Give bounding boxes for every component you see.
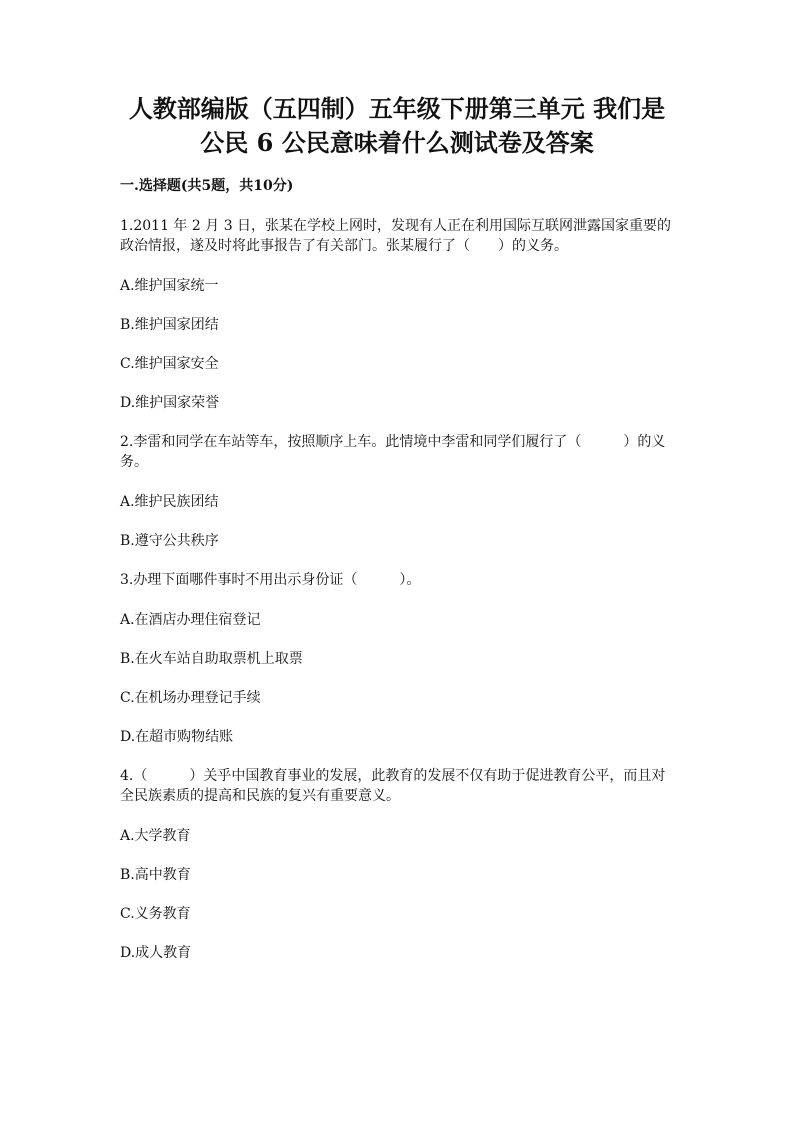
question-3-option-b: B.在火车站自助取票机上取票 bbox=[120, 651, 303, 667]
question-1-option-b: B.维护国家团结 bbox=[120, 317, 219, 333]
question-4-option-a: A.大学教育 bbox=[120, 828, 191, 844]
question-2-option-b: B.遵守公共秩序 bbox=[120, 533, 219, 549]
title-line-1: 人教部编版（五四制）五年级下册第三单元 我们是 bbox=[128, 94, 666, 123]
title-line-2: 公民 6 公民意味着什么测试卷及答案 bbox=[200, 128, 594, 157]
question-1-option-d: D.维护国家荣誉 bbox=[120, 395, 220, 411]
question-2-option-a: A.维护民族团结 bbox=[120, 494, 219, 510]
question-1: 1.2011 年 2 月 3 日，张某在学校上网时，发现有人正在利用国际互联网泄露国家重要的政治情报，遂及时将此事报告了有关部门。张某履行了（ ）的义务。 bbox=[120, 218, 672, 254]
question-4-option-d: D.成人教育 bbox=[120, 945, 192, 961]
document-title bbox=[120, 92, 674, 160]
question-1-option-c: C.维护国家安全 bbox=[120, 356, 219, 372]
question-1-option-a: A.维护国家统一 bbox=[120, 278, 219, 294]
question-4-option-c: C.义务教育 bbox=[120, 906, 191, 922]
section-heading: 一.选择题(共5题，共10分) bbox=[120, 178, 294, 194]
question-3: 3.办理下面哪件事时不用出示身份证（ ）。 bbox=[120, 572, 421, 588]
question-4: 4.（ ）关乎中国教育事业的发展，此教育的发展不仅有助于促进教育公平，而且对全民族素质的提高和民族的复兴有重要意义。 bbox=[120, 768, 666, 804]
question-3-option-a: A.在酒店办理住宿登记 bbox=[120, 612, 261, 628]
question-2: 2.李雷和同学在车站等车，按照顺序上车。此情境中李雷和同学们履行了（ ）的义务。 bbox=[120, 434, 666, 470]
question-3-option-d: D.在超市购物结账 bbox=[120, 729, 234, 745]
question-4-option-b: B.高中教育 bbox=[120, 867, 191, 883]
question-3-option-c: C.在机场办理登记手续 bbox=[120, 690, 261, 706]
